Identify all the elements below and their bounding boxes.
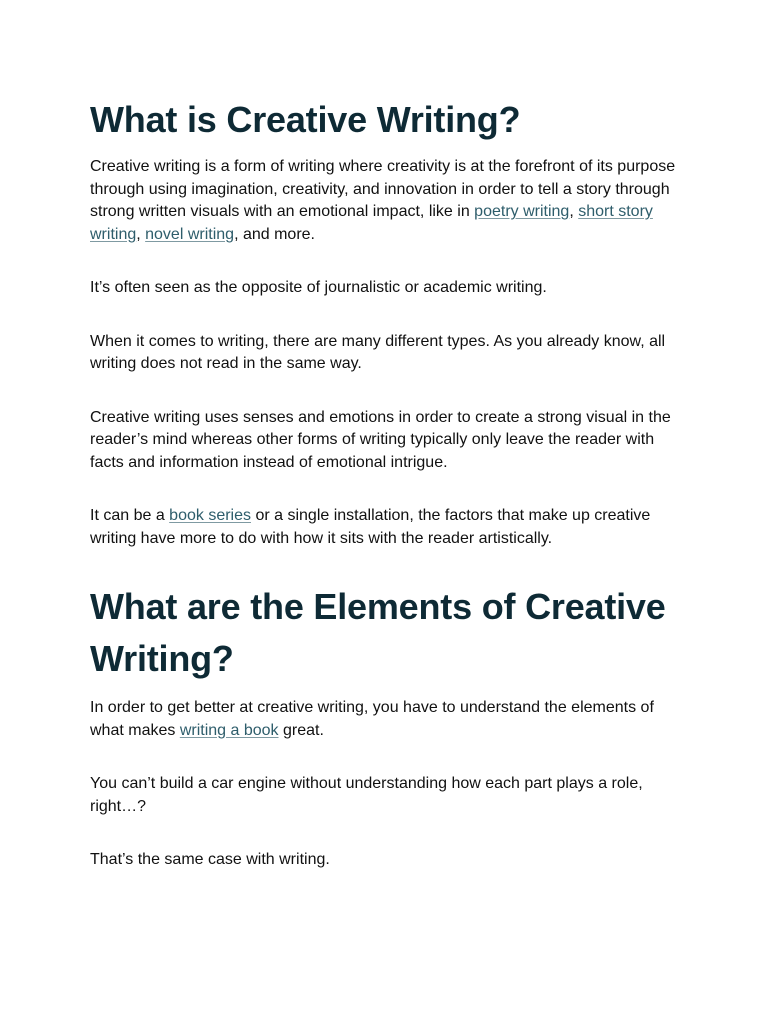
link-poetry-writing[interactable]: poetry writing bbox=[474, 203, 570, 220]
link-book-series[interactable]: book series bbox=[169, 507, 251, 524]
paragraph-definition bbox=[90, 156, 680, 246]
paragraph-types: When it comes to writing, there are many different types. As you already know, all writing does not read in the same way. bbox=[90, 332, 666, 372]
paragraph-text: It can be a bbox=[90, 507, 170, 524]
paragraph-text: Creative writing is a form of writing where creativity is at the forefront of its purpose through using imagination, creativity, and innovation in order to tell a story through strong written visuals with an emotional impact, like in bbox=[90, 158, 676, 220]
paragraph-text: or a single installation, the factors that make up creative writing have more to do with how it sits with the reader artistically. bbox=[90, 507, 651, 547]
separator: , bbox=[136, 225, 146, 243]
separator: , bbox=[569, 203, 579, 220]
paragraph-elements-intro bbox=[90, 697, 680, 742]
heading-what-is-creative-writing: What is Creative Writing? bbox=[90, 99, 521, 140]
paragraph-senses: Creative writing uses senses and emotions in order to create a strong visual in the reader’s mind whereas other forms of writing typically only leave the reader with facts and information instead of emotional intrigue. bbox=[90, 408, 671, 471]
paragraph-text: , and more. bbox=[234, 225, 315, 243]
link-short-story-writing[interactable]: short story writing bbox=[90, 203, 653, 243]
paragraph-same-case: That’s the same case with writing. bbox=[90, 851, 330, 868]
paragraph-book-series bbox=[90, 505, 680, 550]
paragraph-text: great. bbox=[278, 721, 324, 739]
article bbox=[90, 92, 680, 903]
link-writing-a-book[interactable]: writing a book bbox=[179, 721, 279, 739]
link-novel-writing[interactable]: novel writing bbox=[145, 225, 235, 243]
paragraph-car-engine: You can’t build a car engine without understanding how each part plays a role, right…? bbox=[90, 775, 643, 815]
paragraph-text: In order to get better at creative writing, you have to understand the elements of what makes bbox=[90, 699, 654, 739]
heading-elements-of-creative-writing: What are the Elements of Creative Writing? bbox=[90, 586, 666, 679]
paragraph-opposite: It’s often seen as the opposite of journalistic or academic writing. bbox=[90, 279, 547, 296]
